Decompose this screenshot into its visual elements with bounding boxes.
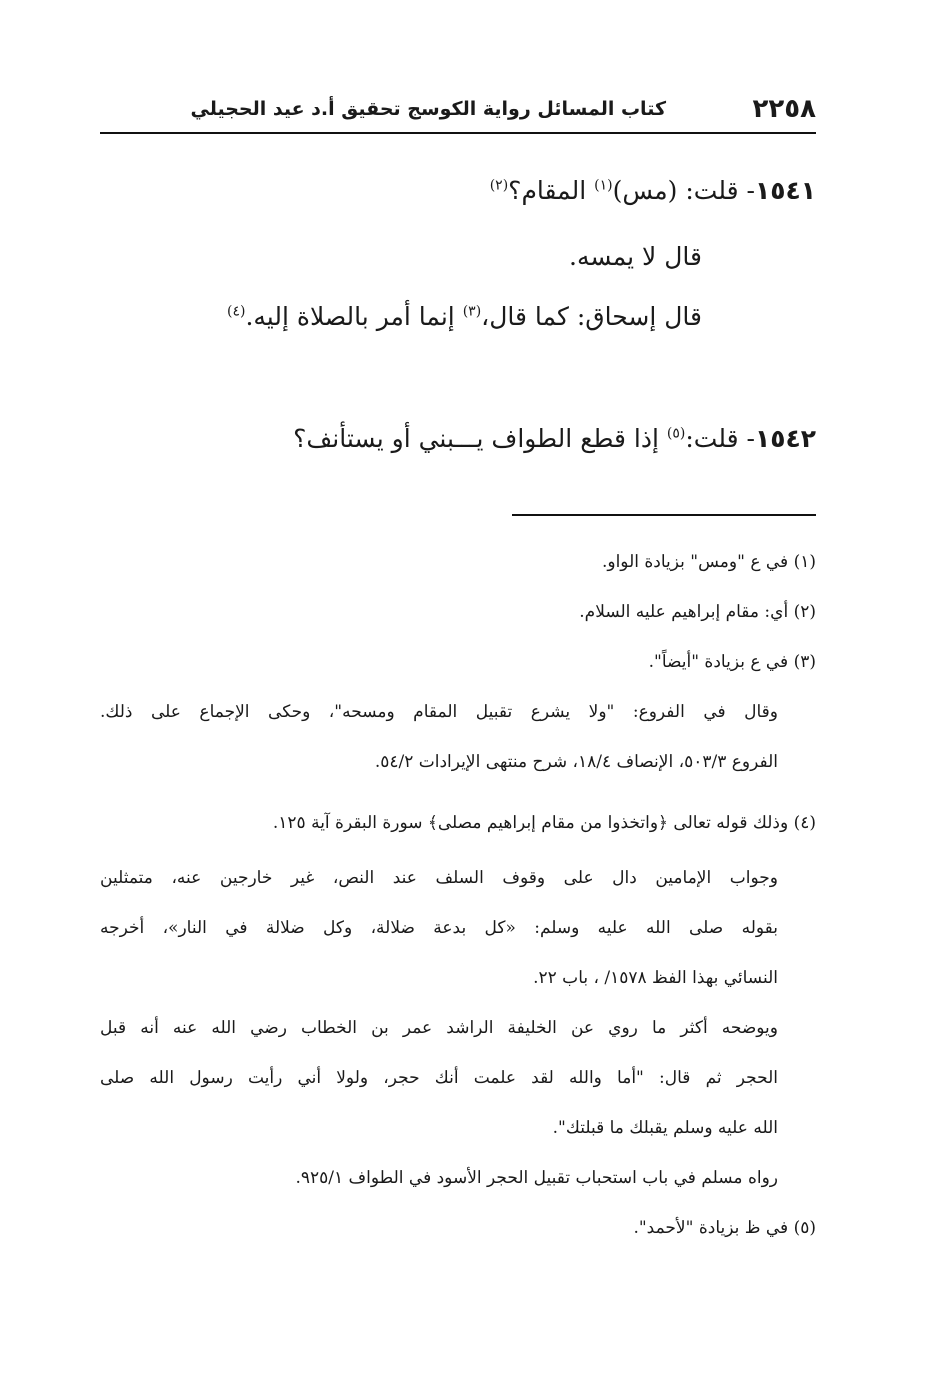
footnote-4-text: وجواب الإمامين دال على وقوف السلف عند النص، غير خارجين عنه، متمثلين xyxy=(100,868,778,888)
footnote-4-text: الحجر ثم قال: "أما والله لقد علمت أنك حجر، ولولا أني رأيت رسول الله صلى xyxy=(100,1068,778,1088)
footnote-3: (٣) في ع بزيادة "أيضاً". xyxy=(648,652,816,672)
footnote-ref-4: (٤) xyxy=(226,303,246,320)
question-text: قلت: xyxy=(685,424,739,453)
issue-1542-question xyxy=(293,424,816,453)
footnote-5: (٥) في ظ بزيادة "لأحمد". xyxy=(633,1218,816,1238)
issue-number: ١٥٤٢ xyxy=(754,424,816,453)
footnote-4-text: النسائي بهذا الفظ ١٥٧٨/ ، باب ٢٢. xyxy=(533,968,778,988)
footnote-4-text: رواه مسلم في باب استحباب تقبيل الحجر الأسود في الطواف ٩٢٥/١. xyxy=(295,1168,778,1188)
page-number: ٢٢٥٨ xyxy=(752,94,816,124)
question-text: المقام؟ xyxy=(508,176,595,205)
page-header xyxy=(100,88,816,134)
footnote-ref-5: (٥) xyxy=(666,425,686,442)
footnote-2: (٢) أي: مقام إبراهيم عليه السلام. xyxy=(579,602,816,622)
footnote-4: (٤) وذلك قوله تعالى ﴿واتخذوا من مقام إبراهيم مصلى﴾ سورة البقرة آية ١٢٥. xyxy=(272,813,816,833)
issue-1541-question xyxy=(490,176,816,205)
footnote-ref-3: (٣) xyxy=(462,303,482,320)
footnote-ref-1: (١) xyxy=(594,177,613,194)
question-text: قلت: (مس) xyxy=(612,176,739,205)
footnote-4-text: ويوضحه أكثر ما روي عن الخليفة الراشد عمر بن الخطاب رضي الله عنه أنه قبل xyxy=(100,1018,778,1038)
question-text: إذا قطع الطواف يـــبني أو يستأنف؟ xyxy=(293,424,667,453)
issue-1541-ishaq xyxy=(227,302,702,331)
footnote-3-references: الفروع ٥٠٣/٣، الإنصاف ١٨/٤، شرح منتهى الإيرادات ٥٤/٢. xyxy=(374,752,778,772)
ishaq-text: قال إسحاق: كما قال، xyxy=(481,302,702,331)
footnote-4-text: بقوله صلى الله عليه وسلم: «كل بدعة ضلالة، وكل ضلالة في النار»، أخرجه xyxy=(100,918,778,938)
footnote-ref-2: (٢) xyxy=(489,177,509,194)
footnote-4-text: الله عليه وسلم يقبلك ما قبلتك". xyxy=(552,1118,778,1138)
dash: - xyxy=(738,424,755,453)
footnote-separator xyxy=(512,514,816,516)
running-title: كتاب المسائل رواية الكوسج تحقيق أ.د عيد الحجيلي xyxy=(190,98,666,120)
ishaq-text: إنما أمر بالصلاة إليه. xyxy=(245,302,463,331)
issue-1541-answer: قال لا يمسه. xyxy=(569,242,702,271)
footnote-3-text: وقال في الفروع: "ولا يشرع تقبيل المقام ومسحه"، وحكى الإجماع على ذلك. xyxy=(100,702,778,722)
issue-number: ١٥٤١ xyxy=(754,176,816,205)
footnote-1: (١) في ع "ومس" بزيادة الواو. xyxy=(601,552,816,572)
dash: - xyxy=(738,176,755,205)
